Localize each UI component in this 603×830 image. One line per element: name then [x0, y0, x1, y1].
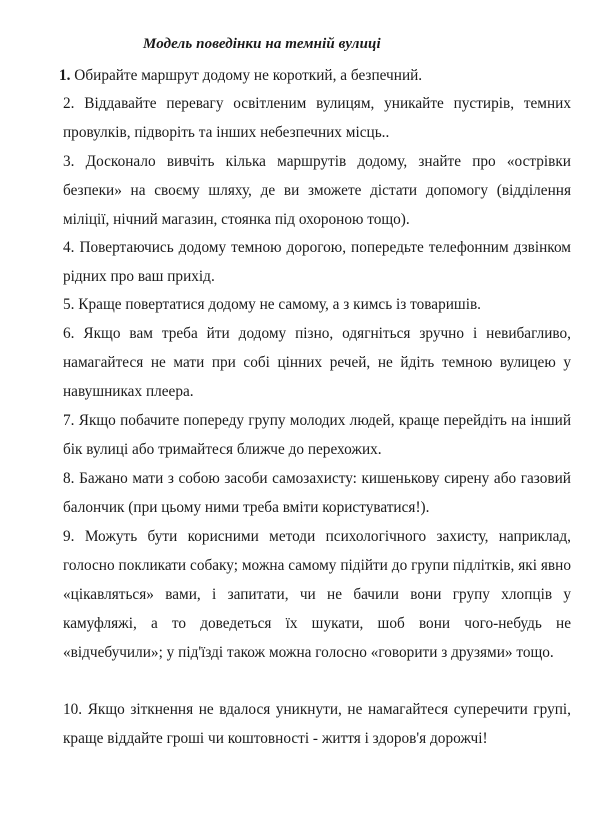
item-text: Віддавайте перевагу освітленим вулицям, уникайте пустирів, темних провулків, підворіть та інших небезпечних місць..: [63, 95, 572, 141]
list-item: [63, 464, 571, 522]
item-number: 2.: [63, 95, 85, 112]
item-text: Повертаючись додому темною дорогою, попередьте телефонним дзвінком рідних про ваш прихід.: [63, 239, 571, 285]
list-item: [63, 147, 571, 234]
item-number: 6.: [63, 325, 84, 342]
item-text: Досконало вивчіть кілька маршрутів додому, знайте про «острівки безпеки» на своєму шляху, де ви зможете дістати допомогу (відділення міліції, нічний магазин, стоянка під охороною тощо).: [63, 153, 571, 228]
item-number: 4.: [63, 239, 80, 256]
item-number: 9.: [63, 528, 85, 545]
list-item: [59, 61, 567, 90]
list-item: [63, 319, 571, 406]
item-text: Якщо побачите попереду групу молодих людей, краще перейдіть на інший бік вулиці або тримайтеся ближче до перехожих.: [63, 412, 572, 458]
item-text: Якщо вам треба йти додому пізно, одягніться зручно і невибагливо, намагайтеся не мати при собі цінних речей, не йдіть темною вулицею у навушниках плеера.: [63, 325, 572, 400]
list-item: [63, 522, 571, 667]
item-number: 1.: [59, 67, 75, 84]
item-number: 8.: [63, 470, 80, 487]
page-title: Модель поведінки на темній вулиці: [143, 36, 381, 52]
item-text: Якщо зіткнення не вдалося уникнути, не намагайтеся суперечити групі, краще віддайте гроші чи коштовності - життя і здоров'я дорожчі!: [63, 701, 572, 747]
list-item: [63, 695, 571, 753]
list-item: [63, 406, 571, 464]
item-number: 7.: [63, 412, 79, 429]
item-number: 3.: [63, 153, 86, 170]
item-text: Обирайте маршрут додому не короткий, а безпечний.: [74, 67, 423, 84]
item-text: Можуть бути корисними методи психологічного захисту, наприклад, голосно покликати собаку; можна самому підійти до групи підлітків, які явно «цікавляться» вами, і запитати, чи не бачили вони групу хлопців у камуфляжі, а то доведеться їх шукати, шоб вони чого-небудь не «відчебучили»; у під'їзді також можна голосно «говорити з друзями» тощо.: [63, 528, 572, 661]
item-number: 5.: [63, 296, 79, 313]
item-text: Бажано мати з собою засоби самозахисту: кишенькову сирену або газовий балончик (при цьому ними треба вміти користуватися!).: [63, 470, 571, 516]
item-number: 10.: [63, 701, 88, 718]
item-text: Краще повертатися додому не самому, а з кимсь із товаришів.: [78, 296, 481, 313]
list-item: [63, 290, 571, 319]
list-item: [63, 89, 571, 147]
list-item: [63, 233, 571, 291]
